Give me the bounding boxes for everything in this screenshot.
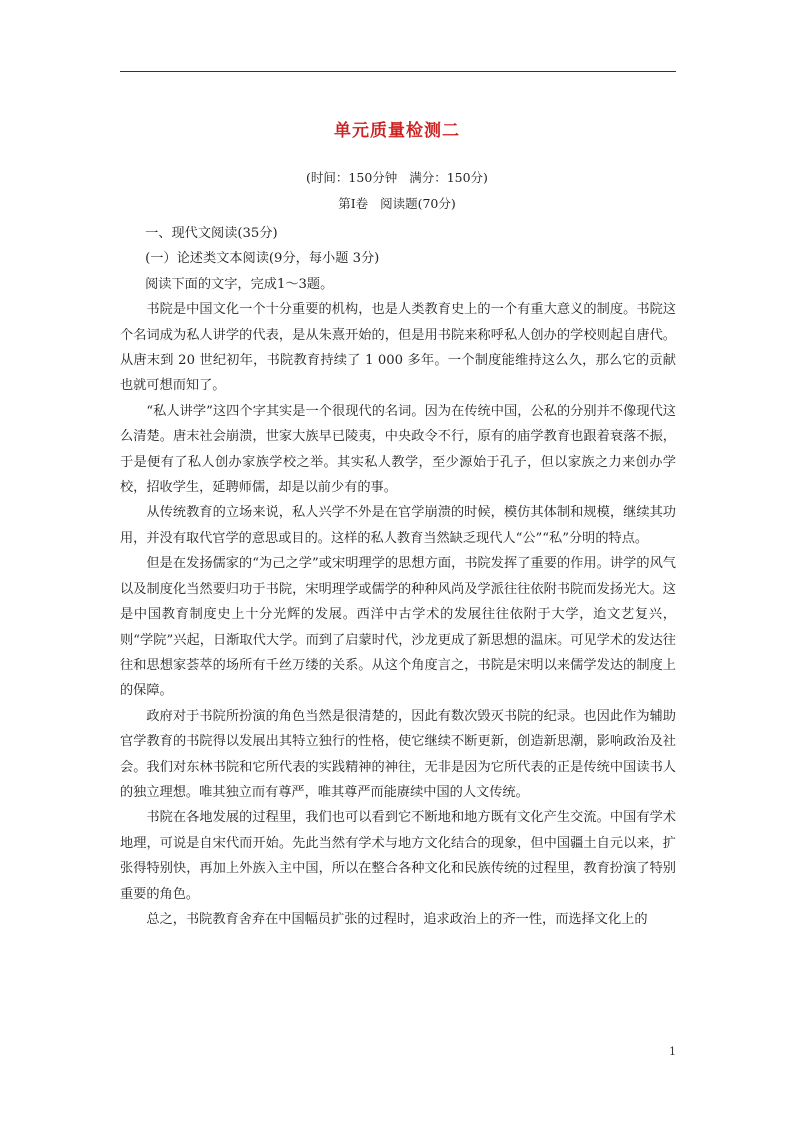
sub-heading: (一）论述类文本阅读(9分，每小题 3分) [145, 251, 380, 267]
exam-time-score: (时间：150分钟 满分：150分) [306, 170, 488, 185]
paragraph: “私人讲学”这四个字其实是一个很现代的名词。因为在传统中国，公私的分别并不像现代这么清楚。唐末社会崩溃，世家大族早已陵夷，中央政令不行，原有的庙学教育也跟着衰落不振，于是便有了私人创办家族学校之举。其实私人教学，至少源始于孔子，但以家族之力来创办学校，招收学生，延聘师儒，却是以前少有的事。 [120, 403, 676, 496]
header-rule [120, 71, 676, 72]
document-title: 单元质量检测二 [334, 121, 460, 141]
page-number: 1 [669, 1045, 676, 1058]
paragraph: 但是在发扬儒家的“为己之学”或宋明理学的思想方面，书院发挥了重要的作用。讲学的风气以及制度化当然要归功于书院，宋明理学或儒学的种种风尚及学派往往依附书院而发扬光大。这是中国教育制度史上十分光辉的发展。西洋中古学术的发展往往依附于大学，迨文艺复兴，则“学院”兴起，日渐取代大学。而到了启蒙时代，沙龙更成了新思想的温床。可见学术的发达往往和思想家荟萃的场所有千丝万缕的关系。从这个角度言之，书院是宋明以来儒学发达的制度上的保障。 [120, 556, 676, 699]
paragraph: 从传统教育的立场来说，私人兴学不外是在官学崩溃的时候，模仿其体制和规模，继续其功用，并没有取代官学的意思或目的。这样的私人教育当然缺乏现代人“公”“私”分明的特点。 [120, 505, 676, 546]
paragraph: 书院是中国文化一个十分重要的机构，也是人类教育史上的一个有重大意义的制度。书院这个名词成为私人讲学的代表，是从朱熹开始的，但是用书院来称呼私人创办的学校则起自唐代。从唐末到 20 世纪初年，书院教育持续了 1 000 多年。一个制度能维持这么久，那么它的贡献也就可想而知了。 [120, 302, 676, 394]
paragraph: 书院在各地发展的过程里，我们也可以看到它不断地和地方既有文化产生交流。中国有学术地理，可说是自宋代而开始。先此当然有学术与地方文化结合的现象，但中国疆土自元以来，扩张得特别快，再加上外族入主中国，所以在整合各种文化和民族传统的过程里，教育扮演了特别重要的角色。 [120, 810, 676, 902]
part-heading: 一、现代文阅读(35分) [145, 226, 278, 241]
document-body [120, 221, 676, 932]
paragraph: 政府对于书院所扮演的角色当然是很清楚的，因此有数次毁灭书院的纪录。也因此作为辅助官学教育的书院得以发展出其特立独行的性格，使它继续不断更新，创造新思潮，影响政治及社会。我们对东林书院和它所代表的实践精神的神往，无非是因为它所代表的正是传统中国读书人的独立理想。唯其独立而有尊严，唯其尊严而能赓续中国的人文传统。 [120, 708, 676, 800]
reading-instruction: 阅读下面的文字，完成1～3题。 [145, 276, 334, 292]
section-heading: 第Ⅰ卷 阅读题(70分) [338, 196, 456, 211]
paragraph: 总之，书院教育舍弃在中国幅员扩张的过程时，追求政治上的齐一性，而选择文化上的 [146, 911, 648, 927]
